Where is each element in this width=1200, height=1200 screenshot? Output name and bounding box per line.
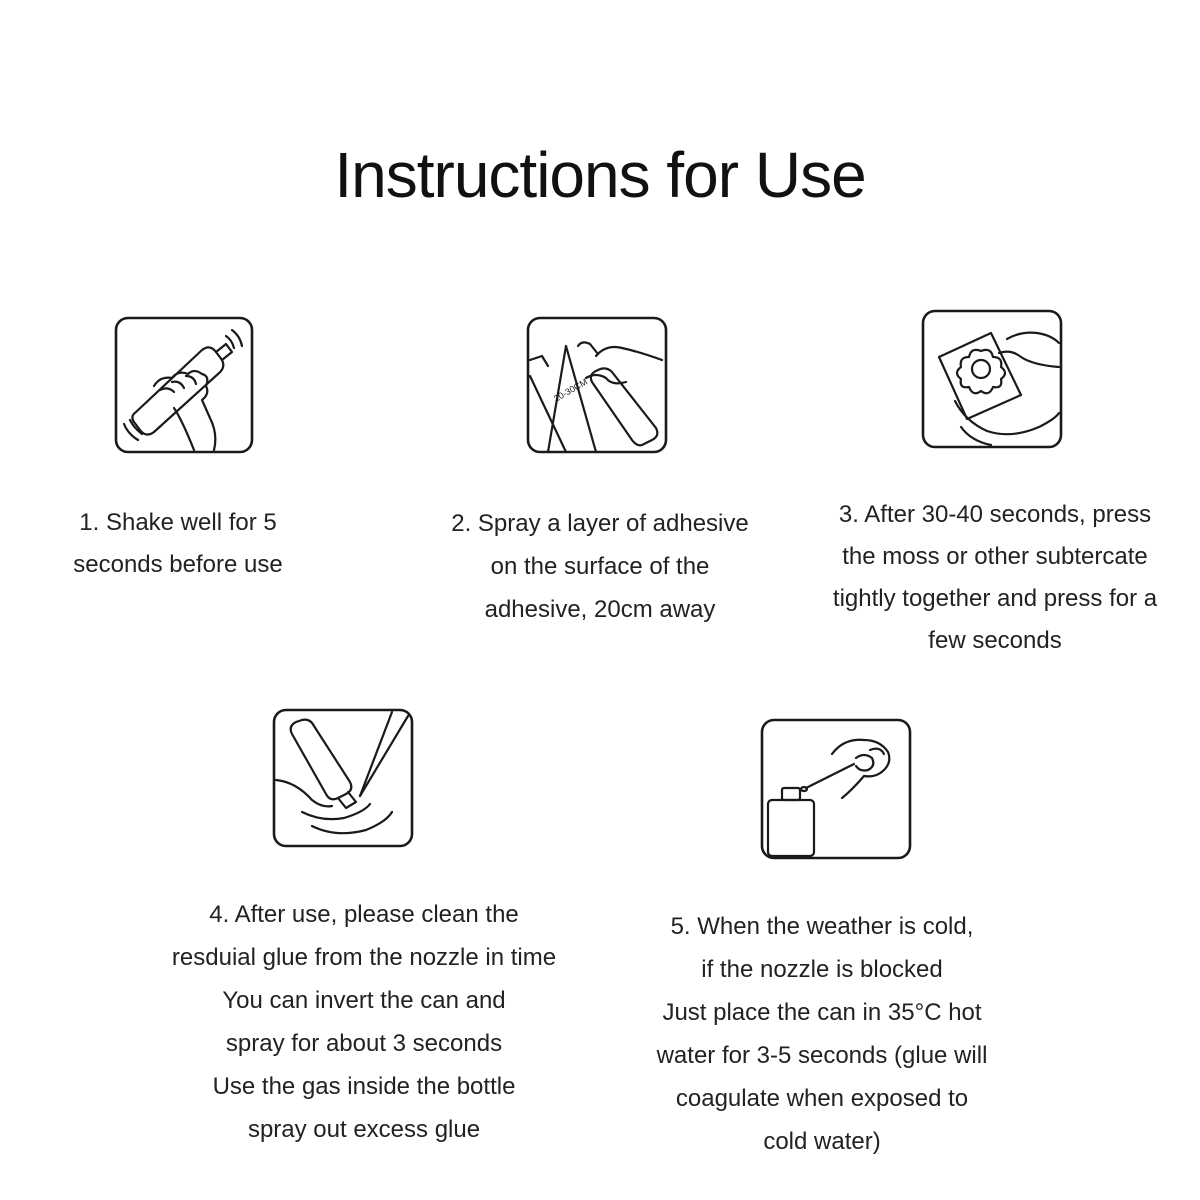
step-1-text: 1. Shake well for 5 seconds before use: [73, 509, 283, 578]
spray-can-icon: [526, 316, 668, 454]
warm-water-icon: [760, 718, 912, 860]
step-3-text: 3. After 30-40 seconds, press the moss or other subtercate tightly together and press for a few seconds: [832, 501, 1158, 654]
step-5-text: 5. When the weather is cold, if the nozzle is blocked Just place the can in 35°C hot water for 3-5 seconds (glue will coagulate when exposed to cold water): [656, 913, 988, 1155]
press-moss-icon: [921, 309, 1063, 449]
distance-label: 20-30CM: [552, 376, 590, 404]
step-2-text: 2. Spray a layer of adhesive on the surface of the adhesive, 20cm away: [451, 510, 749, 623]
page-title: Instructions for Use: [334, 139, 866, 211]
shake-can-icon: [114, 316, 254, 454]
step-4-text: 4. After use, please clean the resduial glue from the nozzle in time You can invert the can and spray for about 3 seconds Use the gas inside the bottle spray out excess glue: [171, 901, 557, 1143]
clean-nozzle-icon: [272, 708, 414, 848]
